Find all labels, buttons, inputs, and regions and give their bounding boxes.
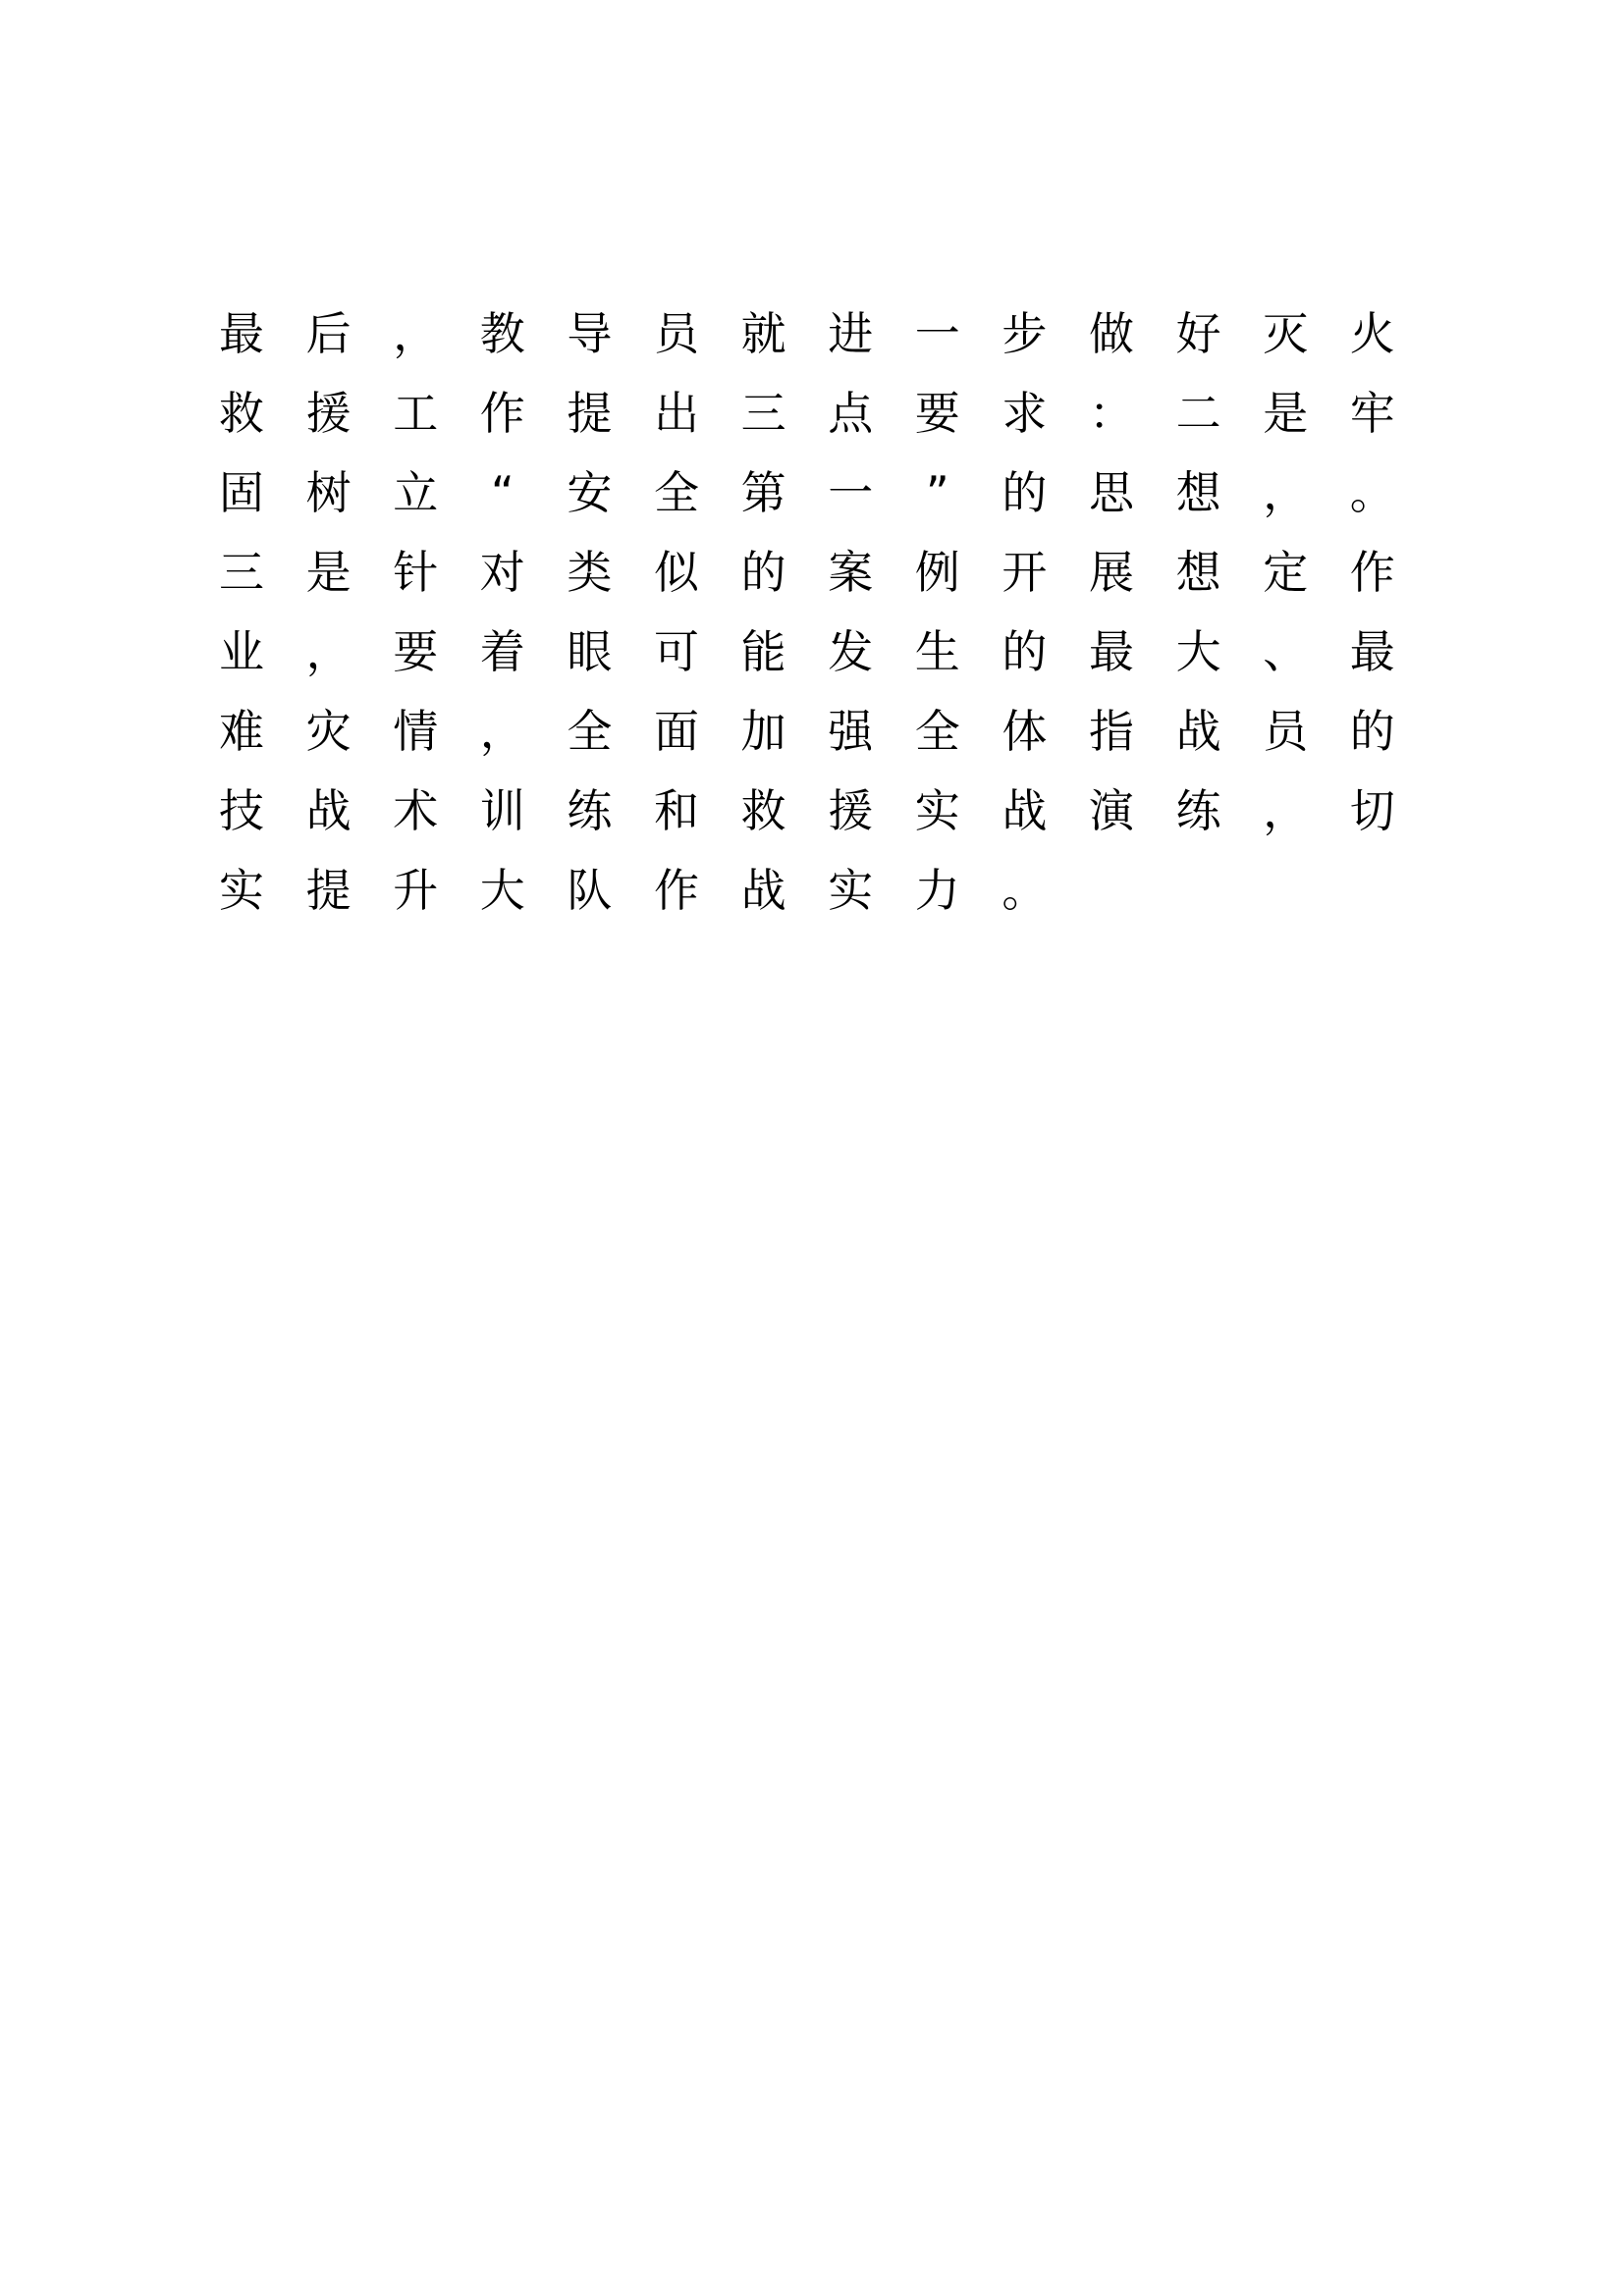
- text-glyph: 战: [1001, 784, 1048, 837]
- text-glyph: 出: [654, 387, 699, 440]
- text-glyph: 是: [305, 546, 352, 599]
- text-glyph: 教: [479, 307, 525, 360]
- text-glyph: 树: [305, 466, 352, 519]
- text-glyph: ，: [479, 705, 525, 758]
- text-line: [196, 851, 1443, 931]
- text-glyph: “: [490, 466, 514, 519]
- text-glyph: 。: [1001, 864, 1048, 917]
- text-glyph: 进: [828, 307, 874, 360]
- text-glyph: 想: [1175, 546, 1221, 599]
- text-glyph: 技: [219, 784, 264, 837]
- text-glyph: 三: [219, 546, 264, 599]
- text-glyph: ，: [305, 625, 352, 678]
- text-glyph: ”: [925, 466, 949, 519]
- text-line: [196, 533, 1443, 613]
- text-glyph: 展: [1089, 546, 1134, 599]
- text-glyph: 着: [479, 625, 525, 678]
- body-paragraph: [196, 294, 1443, 931]
- text-glyph: 求: [1001, 387, 1048, 440]
- text-line: [196, 374, 1443, 454]
- text-glyph: 二: [1175, 387, 1221, 440]
- text-glyph: 要: [914, 387, 960, 440]
- text-glyph: 战: [740, 864, 786, 917]
- text-glyph: 加: [740, 705, 786, 758]
- text-glyph: 一: [828, 466, 874, 519]
- text-glyph: 全: [914, 705, 960, 758]
- text-glyph: ：: [1089, 387, 1134, 440]
- text-line: [196, 613, 1443, 692]
- text-glyph: 是: [1263, 387, 1309, 440]
- text-glyph: 能: [740, 625, 786, 678]
- text-glyph: 一: [914, 307, 960, 360]
- text-glyph: 术: [393, 784, 439, 837]
- text-glyph: 全: [567, 705, 613, 758]
- text-glyph: 案: [828, 546, 874, 599]
- text-glyph: 练: [567, 784, 613, 837]
- text-glyph: 员: [1263, 705, 1309, 758]
- text-glyph: 三: [740, 387, 786, 440]
- text-line: [196, 772, 1443, 851]
- text-glyph: 立: [393, 466, 439, 519]
- text-glyph: 点: [828, 387, 874, 440]
- text-glyph: 开: [1001, 546, 1048, 599]
- text-glyph: 战: [1175, 705, 1221, 758]
- text-glyph: 体: [1001, 705, 1048, 758]
- text-glyph: 实: [219, 864, 264, 917]
- text-glyph: 要: [393, 625, 439, 678]
- text-glyph: 作: [479, 387, 525, 440]
- text-glyph: 业: [219, 625, 264, 678]
- text-glyph: 提: [305, 864, 352, 917]
- text-glyph: 力: [914, 864, 960, 917]
- text-glyph: 员: [654, 307, 699, 360]
- text-glyph: 导: [567, 307, 613, 360]
- text-glyph: 第: [740, 466, 786, 519]
- text-glyph: 做: [1089, 307, 1134, 360]
- text-glyph: 定: [1263, 546, 1309, 599]
- text-glyph: ，: [393, 307, 439, 360]
- text-glyph: 最: [1349, 625, 1395, 678]
- text-line: [196, 692, 1443, 772]
- text-glyph: 安: [567, 466, 613, 519]
- text-glyph: 援: [305, 387, 352, 440]
- text-glyph: 的: [740, 546, 786, 599]
- text-glyph: 想: [1175, 466, 1221, 519]
- text-glyph: 实: [914, 784, 960, 837]
- text-glyph: 最: [1089, 625, 1134, 678]
- text-glyph: 固: [219, 466, 264, 519]
- text-glyph: 演: [1089, 784, 1134, 837]
- text-glyph: 升: [393, 864, 439, 917]
- text-glyph: 似: [654, 546, 699, 599]
- text-glyph: 提: [567, 387, 613, 440]
- text-glyph: 针: [393, 546, 439, 599]
- text-glyph: 后: [305, 307, 352, 360]
- text-glyph: 救: [219, 387, 264, 440]
- text-glyph: 实: [828, 864, 874, 917]
- text-glyph: 强: [828, 705, 874, 758]
- text-glyph: ，: [1263, 466, 1309, 519]
- text-glyph: 例: [914, 546, 960, 599]
- text-glyph: 作: [1349, 546, 1395, 599]
- text-glyph: 的: [1349, 705, 1395, 758]
- text-glyph: 火: [1349, 307, 1395, 360]
- text-glyph: 灭: [1263, 307, 1309, 360]
- text-glyph: 援: [828, 784, 874, 837]
- text-glyph: 和: [654, 784, 699, 837]
- text-glyph: 可: [654, 625, 699, 678]
- text-glyph: 就: [740, 307, 786, 360]
- text-glyph: 练: [1175, 784, 1221, 837]
- text-glyph: 、: [1263, 625, 1309, 678]
- text-glyph: 眼: [567, 625, 613, 678]
- text-glyph: 指: [1089, 705, 1134, 758]
- text-glyph: 对: [479, 546, 525, 599]
- text-glyph: 战: [305, 784, 352, 837]
- text-line: [196, 294, 1443, 374]
- text-glyph: 救: [740, 784, 786, 837]
- text-glyph: 切: [1349, 784, 1395, 837]
- text-glyph: 情: [393, 705, 439, 758]
- text-glyph: 牢: [1349, 387, 1395, 440]
- text-glyph: 大: [1175, 625, 1221, 678]
- text-glyph: 最: [219, 307, 264, 360]
- text-glyph: 工: [393, 387, 439, 440]
- text-line: [196, 454, 1443, 533]
- text-glyph: 好: [1175, 307, 1221, 360]
- text-glyph: 发: [828, 625, 874, 678]
- text-glyph: 的: [1001, 625, 1048, 678]
- text-glyph: 难: [219, 705, 264, 758]
- text-glyph: 的: [1001, 466, 1048, 519]
- text-glyph: 步: [1001, 307, 1048, 360]
- text-glyph: 训: [479, 784, 525, 837]
- text-glyph: 作: [654, 864, 699, 917]
- text-glyph: 全: [654, 466, 699, 519]
- text-glyph: 类: [567, 546, 613, 599]
- text-glyph: 灾: [305, 705, 352, 758]
- text-glyph: 生: [914, 625, 960, 678]
- text-glyph: ，: [1263, 784, 1309, 837]
- text-glyph: 思: [1089, 466, 1134, 519]
- text-glyph: 。: [1349, 466, 1395, 519]
- text-glyph: 队: [567, 864, 613, 917]
- text-glyph: 面: [654, 705, 699, 758]
- text-glyph: 大: [479, 864, 525, 917]
